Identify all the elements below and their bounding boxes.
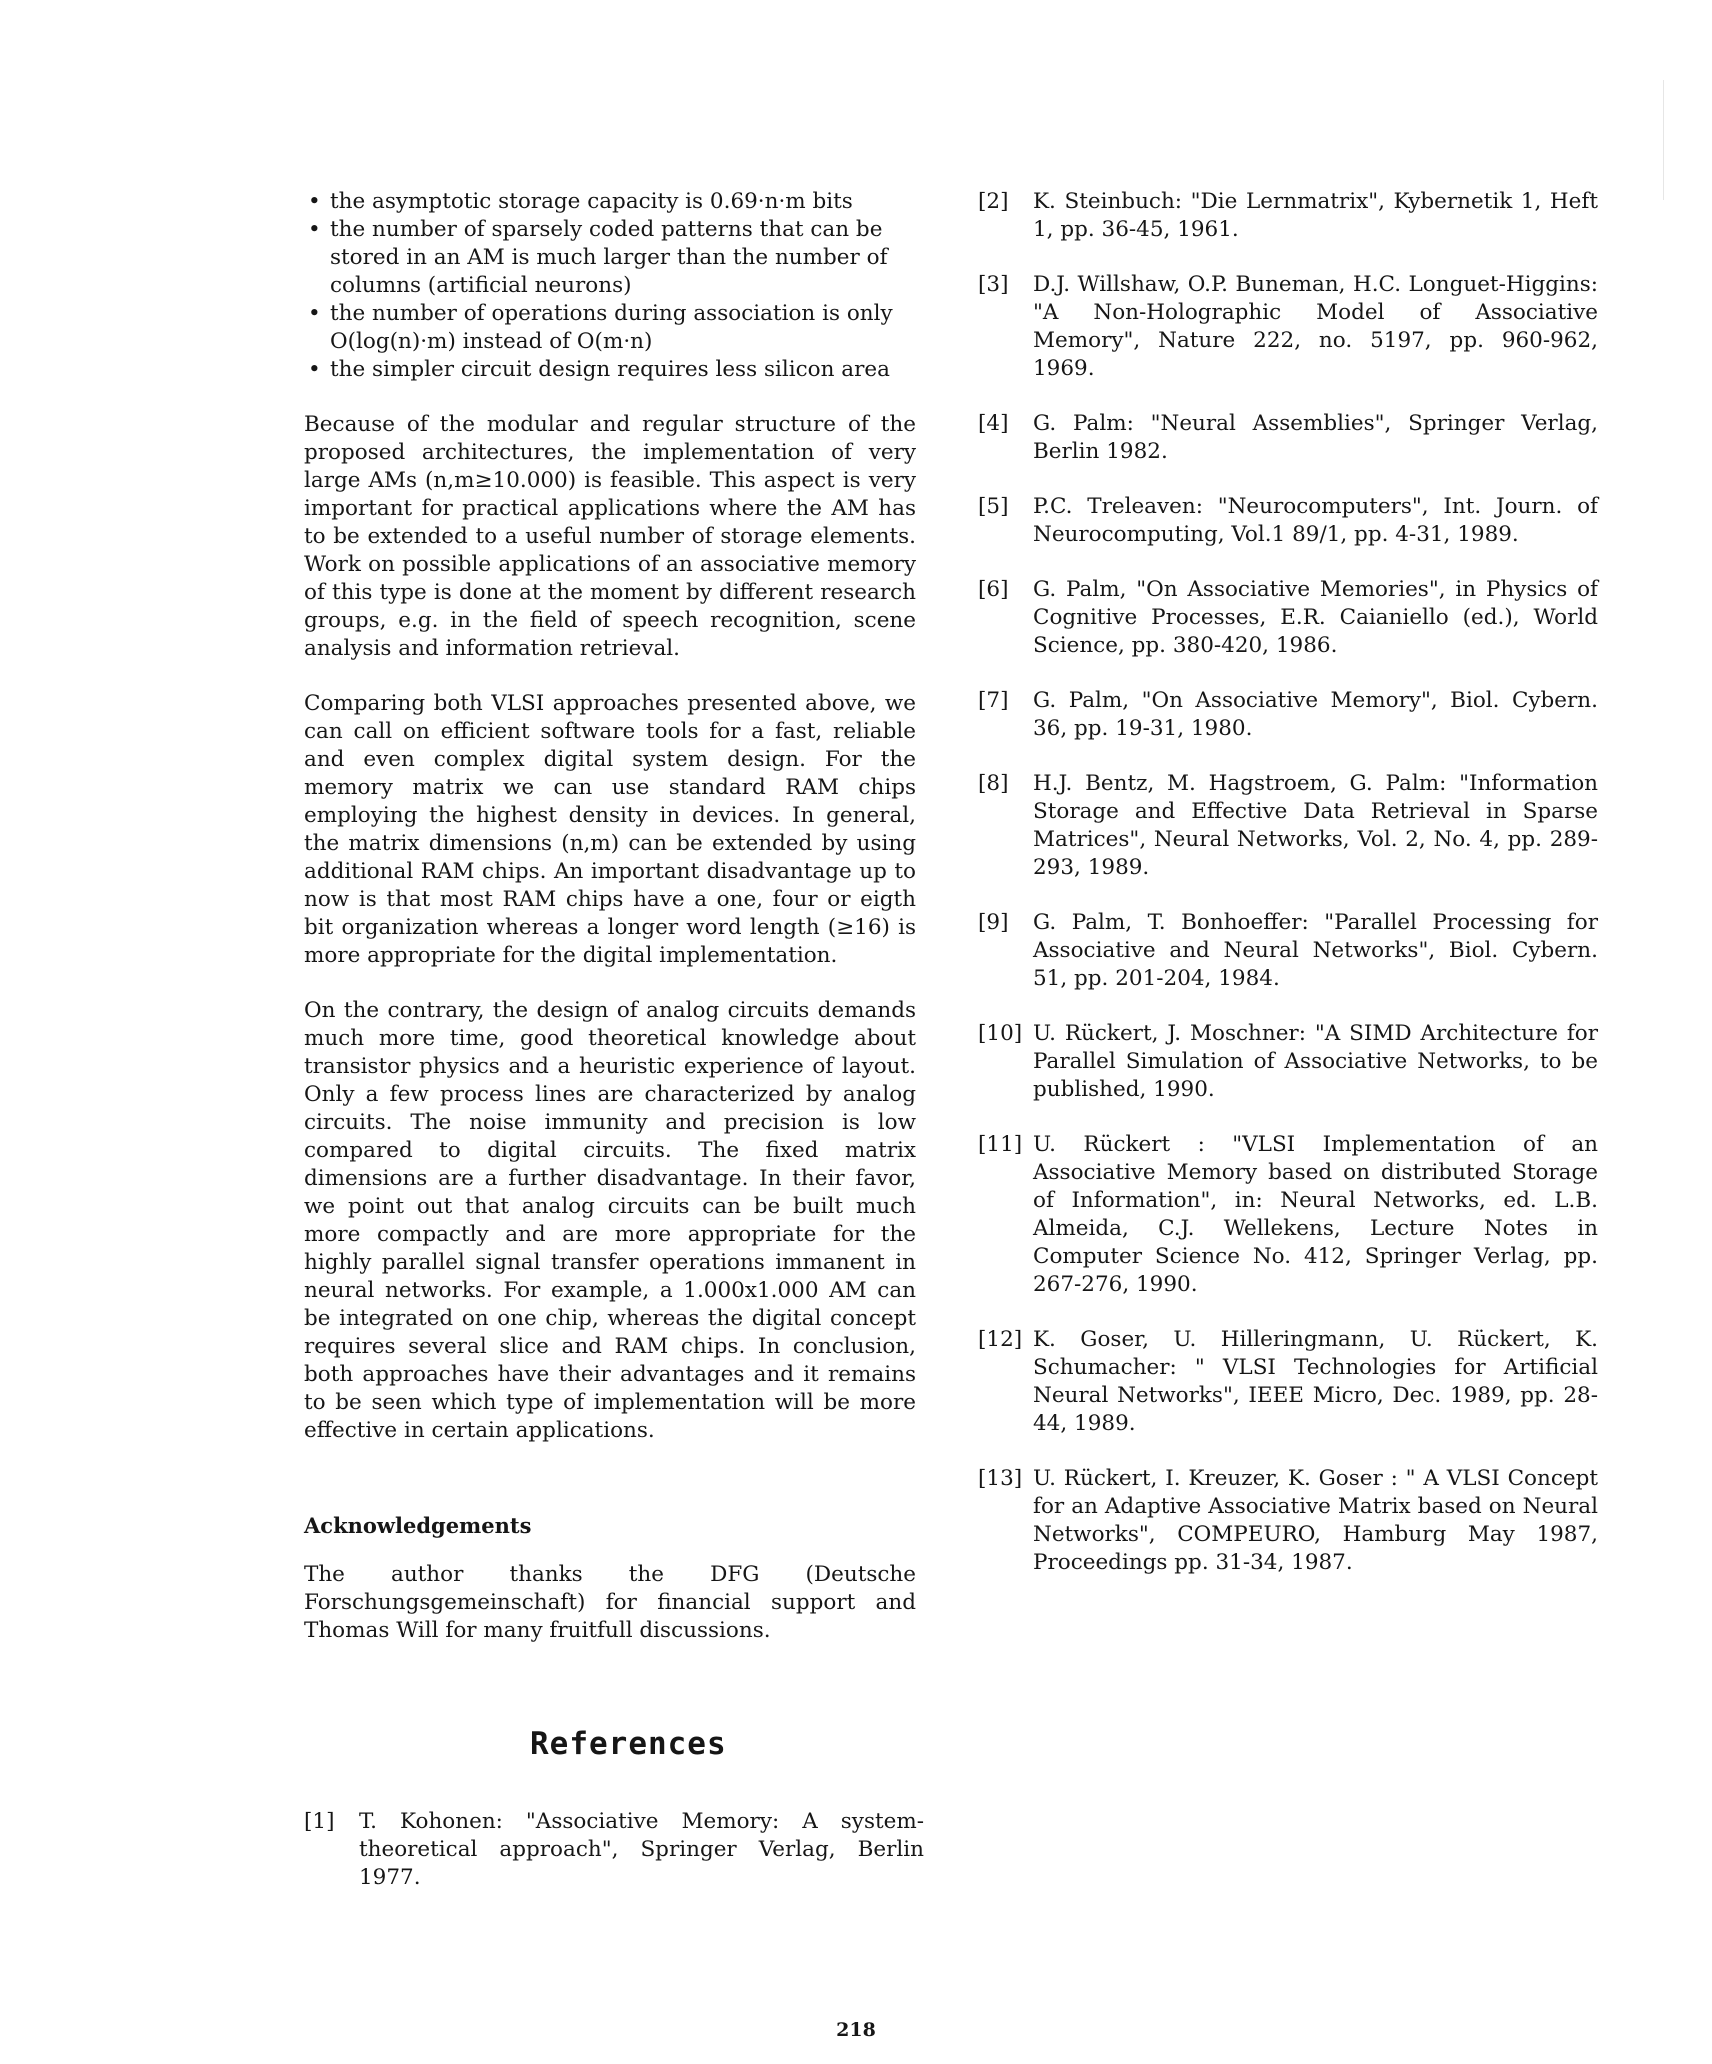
reference-number: [10] [978, 1021, 1023, 1046]
reference-text: T. Kohonen: "Associative Memory: A system-theoretical approach", Springer Verlag, Berlin 1977. [359, 1809, 924, 1890]
reference-number: [5] [978, 494, 1009, 519]
reference-text: G. Palm, "On Associative Memories", in Physics of Cognitive Processes, E.R. Caianiello (ed.), World Science, pp. 380-420, 1986. [1033, 577, 1598, 658]
bullet-item: • the asymptotic storage capacity is 0.69·n·m bits [304, 188, 916, 216]
reference-item [978, 493, 1598, 549]
reference-text: G. Palm, T. Bonhoeffer: "Parallel Processing for Associative and Neural Networks", Biol. Cybern. 51, pp. 201-204, 1984. [1033, 910, 1598, 991]
reference-number: [1] [304, 1809, 335, 1834]
reference-item [978, 909, 1598, 993]
reference-number: [11] [978, 1132, 1023, 1157]
bullet-item: • the simpler circuit design requires less silicon area [304, 356, 916, 384]
reference-text: K. Goser, U. Hilleringmann, U. Rückert, K. Schumacher: " VLSI Technologies for Artificial Neural Networks", IEEE Micro, Dec. 1989, pp. 28-44, 1989. [1033, 1327, 1598, 1436]
acknowledgements-heading: Acknowledgements [304, 1513, 532, 1538]
reference-item [304, 1808, 924, 1892]
reference-number: [6] [978, 577, 1009, 602]
reference-item [978, 1326, 1598, 1438]
reference-text: U. Rückert, J. Moschner: "A SIMD Architecture for Parallel Simulation of Associative Networks, to be published, 1990. [1033, 1021, 1598, 1102]
reference-item [978, 687, 1598, 743]
reference-text: K. Steinbuch: "Die Lernmatrix", Kybernetik 1, Heft 1, pp. 36-45, 1961. [1033, 189, 1598, 242]
reference-item [978, 410, 1598, 466]
reference-text: U. Rückert, I. Kreuzer, K. Goser : " A VLSI Concept for an Adaptive Associative Matrix based on Neural Networks", COMPEURO, Hamburg May 1987, Proceedings pp. 31-34, 1987. [1033, 1466, 1598, 1575]
bullet-item: • the number of operations during association is only O(log(n)·m) instead of O(m·n) [304, 300, 916, 356]
reference-text: H.J. Bentz, M. Hagstroem, G. Palm: "Information Storage and Effective Data Retrieval in Sparse Matrices", Neural Networks, Vol. 2, No. 4, pp. 289-293, 1989. [1033, 771, 1598, 880]
reference-number: [8] [978, 771, 1009, 796]
page-number: 218 [836, 2019, 876, 2041]
reference-text: D.J. Willshaw, O.P. Buneman, H.C. Longuet-Higgins: "A Non-Holographic Model of Associative Memory", Nature 222, no. 5197, pp. 960-962, 1969. [1033, 272, 1598, 381]
references-right-column [978, 188, 1598, 1604]
reference-number: [3] [978, 272, 1009, 297]
reference-item [978, 576, 1598, 660]
reference-text: P.C. Treleaven: "Neurocomputers", Int. Journ. of Neurocomputing, Vol.1 89/1, pp. 4-31, 1989. [1033, 494, 1598, 547]
reference-item [978, 271, 1598, 383]
advantages-bullet-list [304, 188, 916, 384]
reference-number: [2] [978, 189, 1009, 214]
reference-number: [12] [978, 1327, 1023, 1352]
reference-number: [9] [978, 910, 1009, 935]
left-column [304, 188, 916, 1445]
reference-item [978, 1465, 1598, 1577]
references-heading: References [530, 1726, 727, 1762]
reference-item [978, 770, 1598, 882]
body-paragraph: Because of the modular and regular structure of the proposed architectures, the implementation of very large AMs (n,m≥10.000) is feasible. This aspect is very important for practical applications where the AM has to be extended to a useful number of storage elements. Work on possible applications of an associative memory of this type is done at the moment by different research groups, e.g. in the field of speech recognition, scene analysis and information retrieval. [304, 412, 916, 661]
body-paragraph: Comparing both VLSI approaches presented above, we can call on efficient software tools for a fast, reliable and even complex digital system design. For the memory matrix we can use standard RAM chips employing the highest density in devices. In general, the matrix dimensions (n,m) can be extended by using additional RAM chips. An important disadvantage up to now is that most RAM chips have a one, four or eigth bit organization whereas a longer word length (≥16) is more appropriate for the digital implementation. [304, 691, 916, 968]
reference-text: U. Rückert : "VLSI Implementation of an Associative Memory based on distributed Storage of Information", in: Neural Networks, ed. L.B. Almeida, C.J. Wellekens, Lecture Notes in Computer Science No. 412, Springer Verlag, pp. 267-276, 1990. [1033, 1132, 1598, 1297]
reference-number: [4] [978, 411, 1009, 436]
body-paragraph: On the contrary, the design of analog circuits demands much more time, good theoretical knowledge about transistor physics and a heuristic experience of layout. Only a few process lines are characterized by analog circuits. The noise immunity and precision is low compared to digital circuits. The fixed matrix dimensions are a further disadvantage. In their favor, we point out that analog circuits can be built much more compactly and are more appropriate for the highly parallel signal transfer operations immanent in neural networks. For example, a 1.000x1.000 AM can be integrated on one chip, whereas the digital concept requires several slice and RAM chips. In conclusion, both approaches have their advantages and it remains to be seen which type of implementation will be more effective in certain applications. [304, 998, 916, 1443]
reference-number: [13] [978, 1466, 1023, 1491]
bullet-item: • the number of sparsely coded patterns that can be stored in an AM is much larger than the number of columns (artificial neurons) [304, 216, 916, 300]
reference-item [978, 1131, 1598, 1299]
reference-number: [7] [978, 688, 1009, 713]
reference-item [978, 188, 1598, 244]
reference-item [978, 1020, 1598, 1104]
scan-margin-line [1663, 80, 1664, 200]
acknowledgements-text: The author thanks the DFG (Deutsche Forschungsgemeinschaft) for financial support and Thomas Will for many fruitfull discussions. [304, 1562, 916, 1643]
reference-text: G. Palm, "On Associative Memory", Biol. Cybern. 36, pp. 19-31, 1980. [1033, 688, 1598, 741]
reference-text: G. Palm: "Neural Assemblies", Springer Verlag, Berlin 1982. [1033, 411, 1598, 464]
references-left [304, 1808, 924, 1919]
